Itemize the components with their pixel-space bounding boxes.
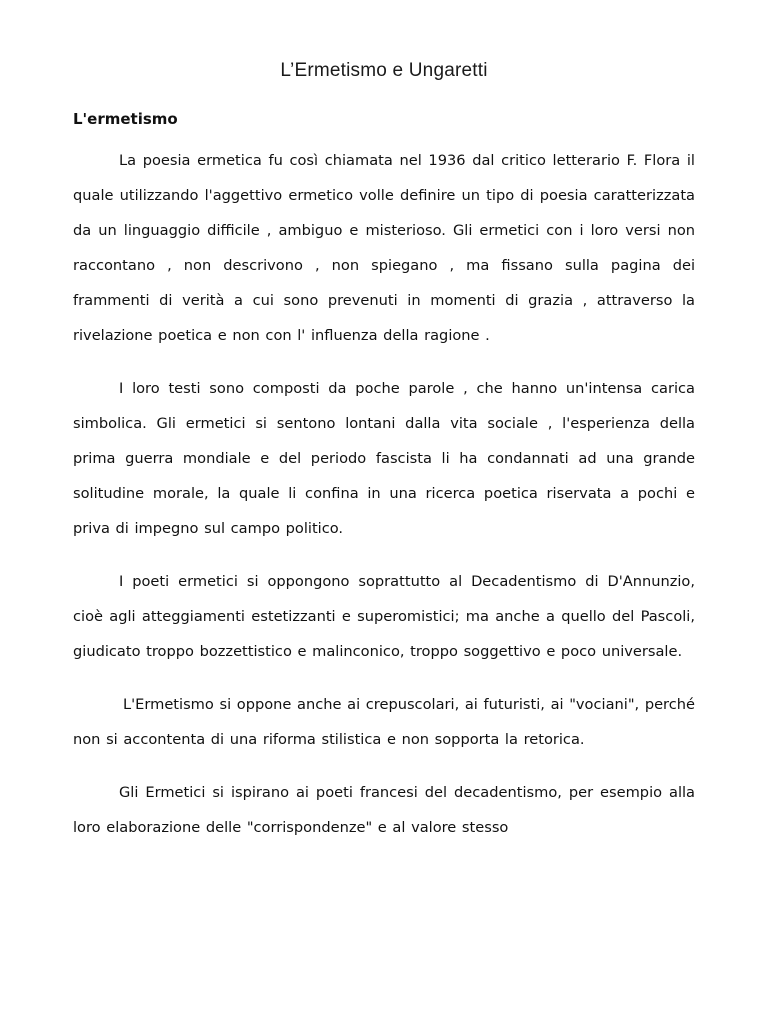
document-body (73, 143, 695, 861)
paragraph-1: La poesia ermetica fu così chiamata nel 1936 dal critico letterario F. Flora il quale utilizzando l'aggettivo ermetico volle definire un tipo di poesia caratterizzata da un linguaggio difficile , ambiguo e misterioso. Gli ermetici con i loro versi non raccontano , non descrivono , non spiegano , ma fissano sulla pagina dei frammenti di verità a cui sono prevenuti in momenti di grazia , attraverso la rivelazione poetica e non con l' influenza della ragione . (73, 152, 695, 344)
document-title: L’Ermetismo e Ungaretti (280, 60, 488, 81)
paragraph-2: I loro testi sono composti da poche parole , che hanno un'intensa carica simbolica. Gli ermetici si sentono lontani dalla vita sociale , l'esperienza della prima guerra mondiale e del periodo fascista li ha condannati ad una grande solitudine morale, la quale li confina in una ricerca poetica riservata a pochi e priva di impegno sul campo politico. (73, 380, 695, 537)
section-heading: L'ermetismo (73, 110, 178, 128)
paragraph-3: I poeti ermetici si oppongono soprattutto al Decadentismo di D'Annunzio, cioè agli atteggiamenti estetizzanti e superomistici; ma anche a quello del Pascoli, giudicato troppo bozzettistico e malinconico, troppo soggettivo e poco universale. (73, 573, 695, 660)
paragraph-4: L'Ermetismo si oppone anche ai crepuscolari, ai futuristi, ai "vociani", perché non si accontenta di una riforma stilistica e non sopporta la retorica. (73, 696, 695, 748)
paragraph-5: Gli Ermetici si ispirano ai poeti francesi del decadentismo, per esempio alla loro elaborazione delle "corrispondenze" e al valore stesso (73, 784, 695, 836)
